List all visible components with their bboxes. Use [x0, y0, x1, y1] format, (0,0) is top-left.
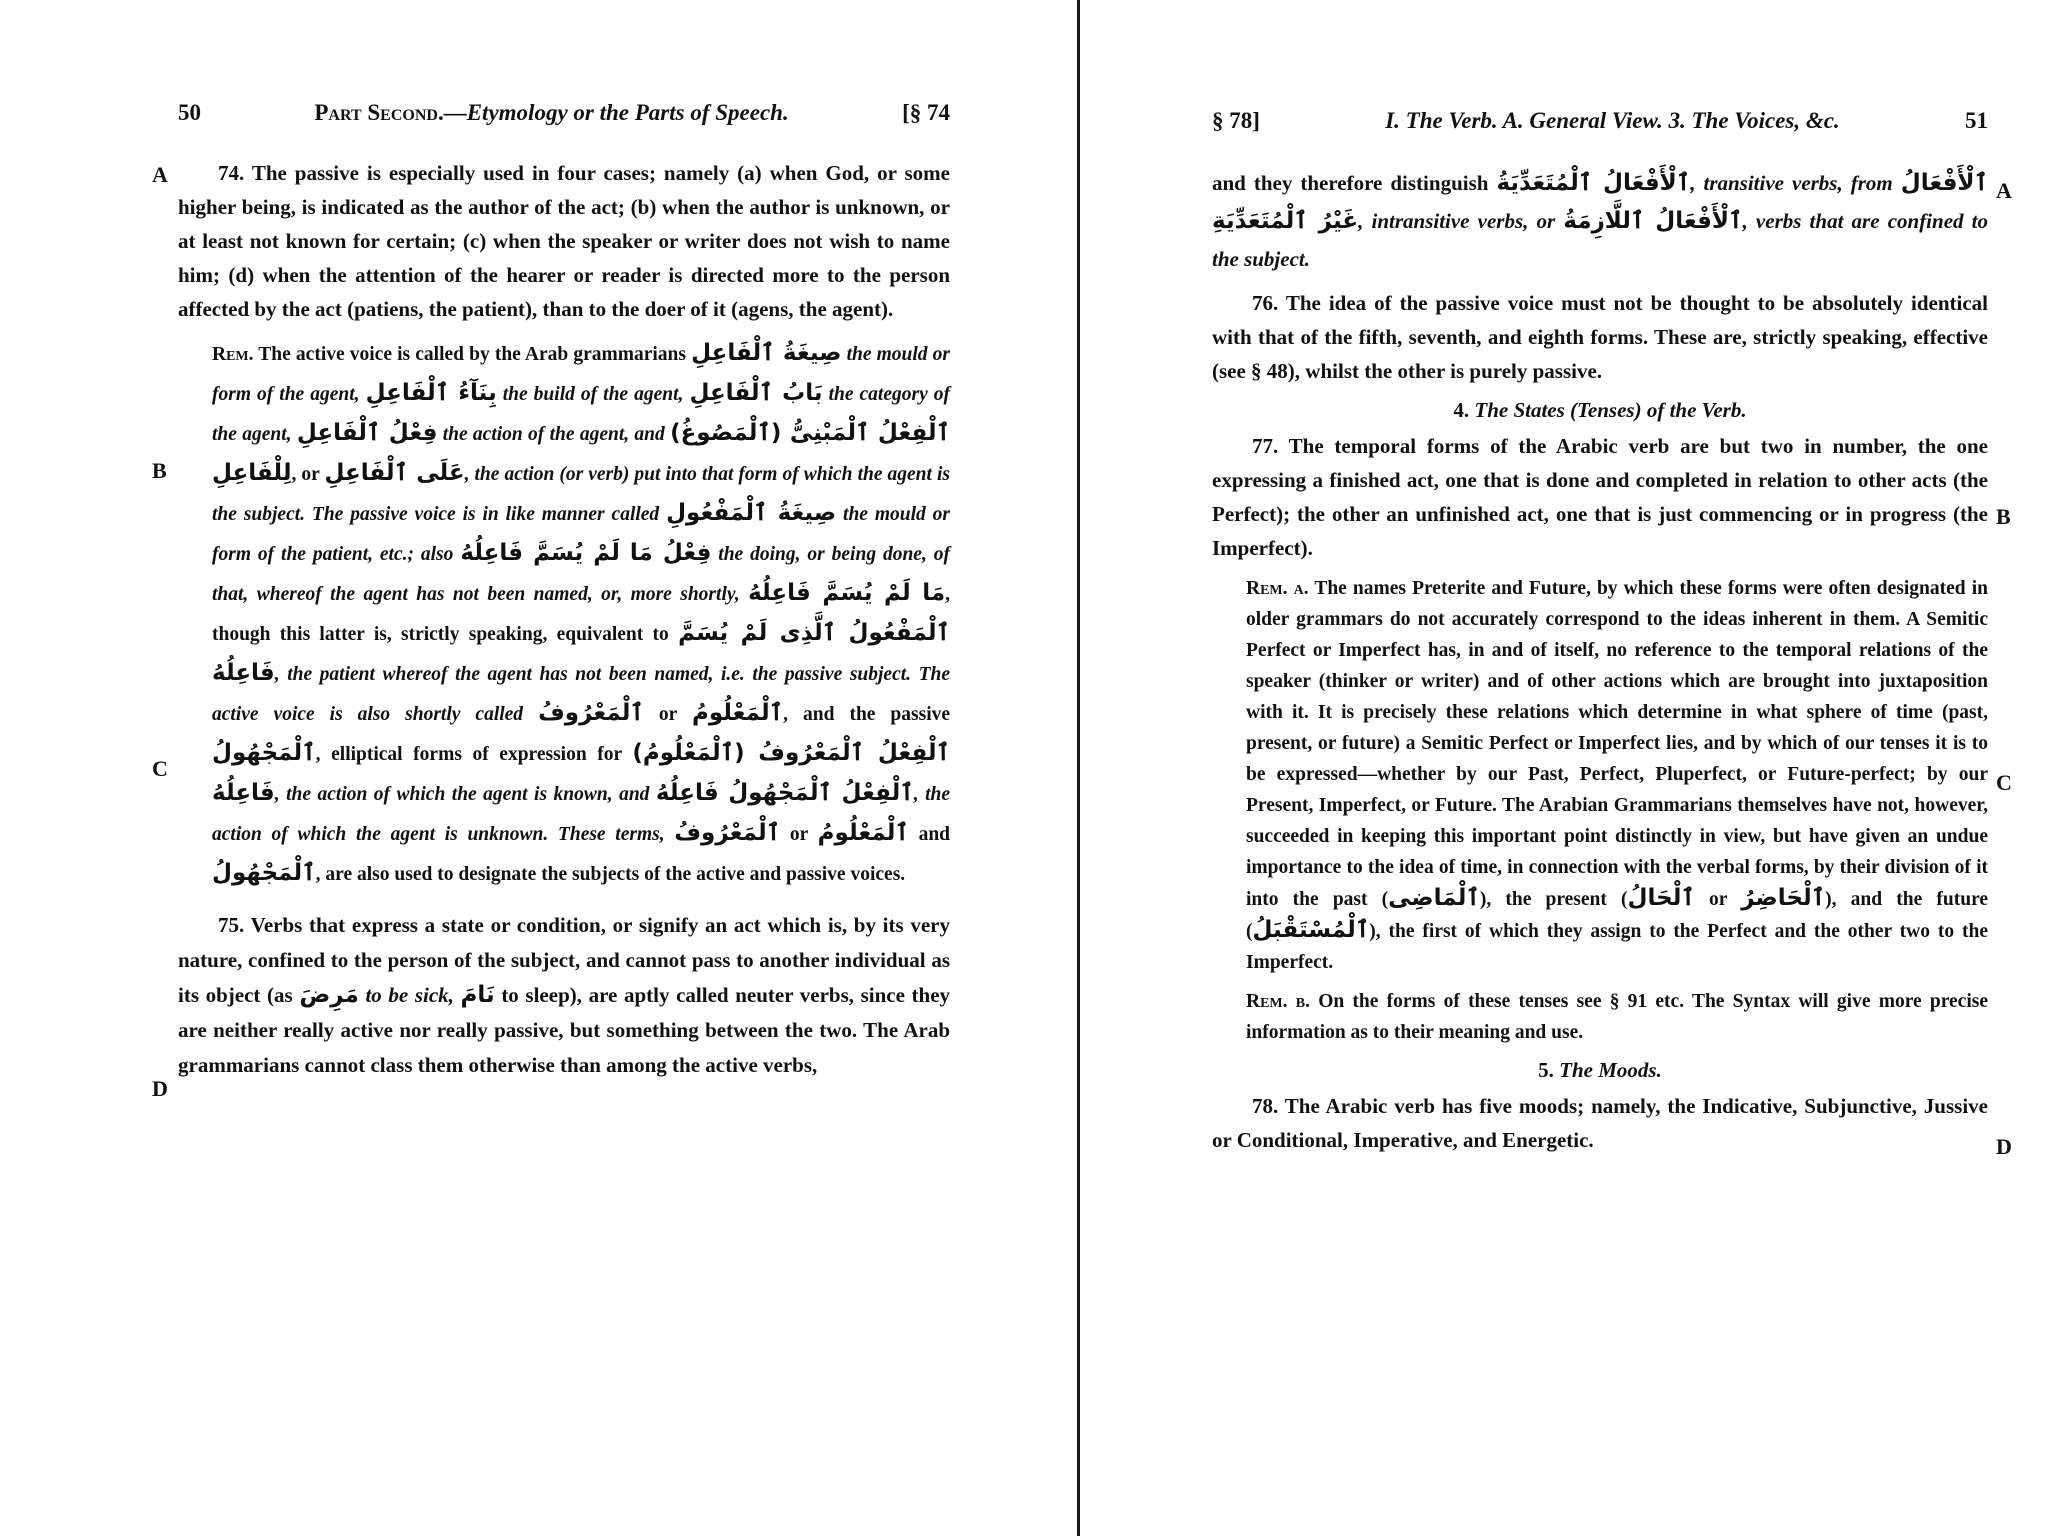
- paragraph-text: to be sick,: [365, 983, 454, 1007]
- remark-text: and: [918, 824, 951, 845]
- right-page-number: 51: [1965, 108, 1988, 133]
- arabic-term: فِعْلُ ٱلْفَاعِلِ: [296, 420, 438, 446]
- continuation-paragraph: [1212, 164, 1988, 278]
- remark-text: , the action of which the agent is unknown. These terms,: [212, 784, 951, 845]
- section-heading-4: [1212, 398, 1988, 423]
- arabic-term: ٱلْفِعْلُ ٱلْمَعْرُوفُ (ٱلْمَعْلُومُ) فَاعِلُهُ: [212, 740, 951, 806]
- left-page: [178, 100, 950, 1083]
- header-title: —Etymology or the Parts of Speech.: [443, 100, 789, 125]
- remark-text: the build of the agent,: [502, 384, 684, 405]
- paragraph-text: The idea of the passive voice must not be thought to be absolutely identical with that of the fifth, seventh, and eighth forms. These are, strictly speaking, effective (see § 48), whilst the other is purely passive.: [1212, 291, 1988, 383]
- remark-text: On the forms of these tenses see § 91 etc. The Syntax will give more precise information as to their meaning and use.: [1246, 991, 1988, 1043]
- right-header-title: I. The Verb. A. General View. 3. The Voices, &c.: [1385, 108, 1840, 133]
- remark-text: ), and the future (: [1246, 889, 1989, 942]
- arabic-term: ٱلْمَعْلُومُ: [691, 700, 784, 726]
- remark-text: the category of the agent,: [212, 384, 950, 445]
- arabic-term: ٱلْأَفْعَالُ غَيْرُ ٱلْمُتَعَدِّيَةِ: [1212, 170, 1989, 234]
- paragraph-text: Verbs that express a state or condition, or signify an act which is, by its very nature, confined to the person of the subject, and cannot pass to another individual as its object (as: [178, 913, 950, 1007]
- remark-74: [212, 334, 950, 894]
- remark-text: , the patient whereof the agent has not been named, i.e. the passive subject. The active voice is also shortly called: [212, 664, 950, 725]
- remark-text: ), the present (: [1479, 889, 1628, 910]
- arabic-term: عَلَى ٱلْفَاعِلِ: [324, 460, 465, 486]
- margin-letter: D: [1996, 1134, 2012, 1159]
- remark-77a: [1246, 573, 1988, 978]
- paragraph-75: [178, 908, 950, 1083]
- section-number: 77.: [1252, 434, 1279, 458]
- remark-text: , the action of which the agent is known, and: [274, 784, 650, 805]
- paragraph-74: [178, 156, 950, 326]
- paragraph-text: to sleep), are aptly called neuter verbs, since they are neither really active nor really passive, but something between the two. The Arab grammarians cannot class them otherwise than among the active verbs,: [178, 983, 951, 1077]
- section-heading-5: [1212, 1058, 1988, 1083]
- paragraph-77: [1212, 429, 1988, 565]
- remark-text: or: [789, 824, 808, 845]
- remark-text: the action of the agent, and: [442, 424, 665, 445]
- paragraph-78: [1212, 1089, 1988, 1157]
- paragraph-text: , transitive verbs, from: [1690, 171, 1893, 195]
- remark-label: Rem. a.: [1246, 578, 1309, 599]
- remark-text: the mould or form of the agent,: [212, 344, 950, 405]
- remark-text: , elliptical forms of expression for: [315, 744, 622, 765]
- arabic-term: ٱلْفِعْلُ ٱلْمَبْنِىُّ (ٱلْمَصُوغُ) لِلْفَاعِلِ: [212, 420, 951, 486]
- arabic-term: مَا لَمْ يُسَمَّ فَاعِلُهُ: [748, 580, 946, 606]
- arabic-term: ٱلْمُسْتَقْبَلُ: [1252, 917, 1370, 943]
- arabic-term: ٱلْمَجْهُولُ: [212, 860, 316, 886]
- heading-number: 5.: [1538, 1058, 1554, 1082]
- margin-letter: C: [1996, 770, 2012, 795]
- remark-text: The active voice is called by the Arab grammarians: [258, 344, 686, 365]
- remark-text: , are also used to designate the subjects of the active and passive voices.: [315, 864, 906, 885]
- margin-letter: B: [152, 458, 167, 483]
- margin-letter: A: [152, 162, 168, 187]
- arabic-term: صِيغَةُ ٱلْفَاعِلِ: [691, 340, 842, 366]
- arabic-term: ٱلْأَفْعَالُ ٱللَّازِمَةُ: [1563, 208, 1743, 234]
- arabic-term: ٱلْفِعْلُ ٱلْمَجْهُولُ فَاعِلُهُ: [655, 780, 914, 806]
- arabic-term: ٱلْمَعْرُوفُ: [538, 700, 644, 726]
- remark-text: the doing, or being done, of that, whereof the agent has not been named, or, more shortly,: [212, 544, 950, 605]
- arabic-term: مَرِضَ: [299, 982, 359, 1008]
- arabic-term: نَامَ: [460, 982, 495, 1008]
- arabic-term: فِعْلُ مَا لَمْ يُسَمَّ فَاعِلُهُ: [460, 540, 712, 566]
- paragraph-76: [1212, 286, 1988, 388]
- paragraph-text: The temporal forms of the Arabic verb are but two in number, the one expressing a finished act, one that is done and completed in relation to other acts (the Perfect); the other an unfinished act, one that is just commencing or in progress (the Imperfect).: [1212, 434, 1988, 560]
- remark-label: Rem.: [212, 344, 254, 365]
- remark-text: , or: [291, 464, 320, 485]
- remark-label: Rem. b.: [1246, 991, 1310, 1012]
- margin-letter: B: [1996, 504, 2011, 529]
- left-running-head: [178, 100, 950, 136]
- right-running-head: [1212, 108, 1988, 144]
- left-page-number: 50: [178, 100, 201, 125]
- arabic-term: ٱلْأَفْعَالُ ٱلْمُتَعَدِّيَةُ: [1496, 170, 1691, 196]
- right-header-section: § 78]: [1212, 108, 1260, 133]
- left-header-section: [§ 74: [902, 100, 950, 125]
- section-number: 78.: [1252, 1094, 1279, 1118]
- paragraph-text: The passive is especially used in four cases; namely (a) when God, or some higher being, is indicated as the author of the act; (b) when the author is unknown, or at least not known for certain; (c) when the speaker or writer does not wish to name him; (d) when the attention of the hearer or reader is directed more to the person affected by the act (patiens, the patient), than to the doer of it (agens, the agent).: [178, 161, 950, 321]
- section-number: 76.: [1252, 291, 1279, 315]
- arabic-term: ٱلْمَاضِى: [1388, 885, 1480, 911]
- left-header-title: [314, 100, 788, 126]
- arabic-term: بِنَآءُ ٱلْفَاعِلِ: [365, 380, 497, 406]
- arabic-term: ٱلْمَعْرُوفُ: [674, 820, 781, 846]
- remark-77b: [1246, 986, 1988, 1048]
- arabic-term: ٱلْحَالُ: [1627, 885, 1695, 911]
- section-number: 74.: [218, 161, 245, 185]
- arabic-term: بَابُ ٱلْفَاعِلِ: [689, 380, 823, 406]
- remark-text: or: [1709, 889, 1728, 910]
- heading-title: The States (Tenses) of the Verb.: [1474, 398, 1747, 422]
- remark-text: The names Preterite and Future, by which these forms were often designated in older grammars do not accurately correspond to the ideas inherent in them. A Semitic Perfect or Imperfect has, in and of itself, no reference to the temporal relations of the speaker (thinker or writer) and of other actions which are brought into juxtaposition with it. It is precisely these relations which determine in what sphere of time (past, present, or future) a Semitic Perfect or Imperfect lies, and by which of our tenses it is to be expressed—whether by our Past, Perfect, Pluperfect, or Future-perfect; by our Present, Imperfect, or Future. The Arabian Grammarians themselves have not, however, succeeded in keeping this important point distinctly in view, but have given an undue importance to the idea of time, in connection with the verbal forms, by their division of it into the past (: [1246, 578, 1988, 910]
- arabic-term: صِيغَةُ ٱلْمَفْعُولِ: [666, 500, 837, 526]
- paragraph-text: , intransitive verbs, or: [1358, 209, 1556, 233]
- header-part: Part Second.: [314, 100, 444, 125]
- remark-text: the mould or form of the patient, etc.; also: [212, 504, 951, 565]
- remark-text: , and the passive: [783, 704, 951, 725]
- margin-letter: D: [152, 1076, 168, 1101]
- paragraph-text: , verbs that are confined to the subject.: [1212, 209, 1988, 271]
- arabic-term: ٱلْمَجْهُولُ: [212, 740, 316, 766]
- right-page: [1212, 100, 1988, 1157]
- paragraph-text: The Arabic verb has five moods; namely, the Indicative, Subjunctive, Jussive or Conditional, Imperative, and Energetic.: [1212, 1094, 1988, 1152]
- arabic-term: ٱلْحَاضِرُ: [1741, 885, 1826, 911]
- margin-letter: C: [152, 756, 168, 781]
- remark-text: ), the first of which they assign to the Perfect and the other two to the Imperfect.: [1246, 921, 1988, 973]
- section-number: 75.: [218, 913, 245, 937]
- heading-number: 4.: [1453, 398, 1470, 422]
- remark-text: , though this latter is, strictly speaking, equivalent to: [212, 584, 950, 645]
- arabic-term: ٱلْمَعْلُومُ: [817, 820, 909, 846]
- remark-text: or: [658, 704, 677, 725]
- page-gutter: [1077, 0, 1080, 1536]
- heading-title: The Moods.: [1559, 1058, 1662, 1082]
- arabic-term: ٱلْمَفْعُولُ ٱلَّذِى لَمْ يُسَمَّ فَاعِلُهُ: [212, 620, 950, 686]
- margin-letter: A: [1996, 178, 2012, 203]
- remark-text: , the action (or verb) put into that form of which the agent is the subject. The passive voice is in like manner called: [212, 464, 950, 525]
- paragraph-text: and they therefore distinguish: [1212, 171, 1489, 195]
